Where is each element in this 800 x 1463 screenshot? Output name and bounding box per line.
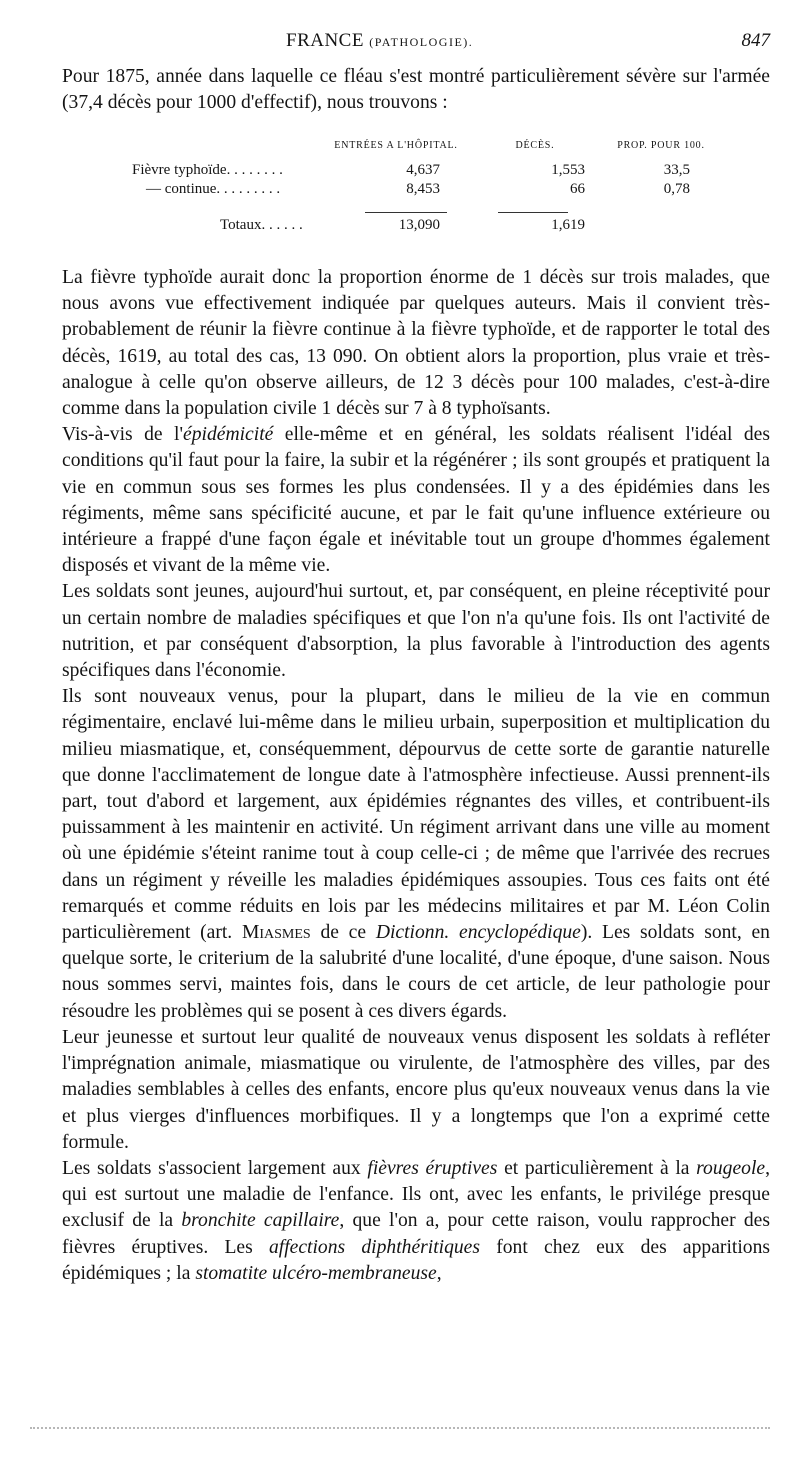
body-paragraph — [62, 1025, 770, 1156]
italic-text: Dictionn. encyclopédique — [375, 922, 581, 944]
body-paragraph — [62, 1156, 770, 1287]
running-header — [62, 30, 770, 56]
body-paragraph — [62, 579, 770, 684]
paragraph-text: de ce — [310, 922, 376, 944]
table-total-entries: 13,090 — [398, 217, 440, 233]
paragraph-text: elle-même et en général, les soldats réalisent l'idéal des conditions qu'il faut pour la faire, la subir et la régénérer ; ils sont groupés et pratiquent la vie en commun sous ses formes les plus condensées. Il y a des épidémies dans les régiments, même sans spécificité aucune, et par le fait qu'une influence extérieure ou intérieure a frappé d'une façon égale et inévitable tout un groupe d'hommes également disposés et vivant de la même vie. — [62, 424, 770, 577]
footer-rule — [30, 1427, 770, 1433]
table-total-deaths: 1,619 — [551, 217, 585, 233]
table-total-label: Totaux. . . . . . — [220, 217, 303, 233]
table-header-deaths: DÉCÈS. — [515, 140, 555, 151]
sum-rule — [365, 212, 447, 213]
paragraph-text: Les soldats sont jeunes, aujourd'hui surtout, et, par conséquent, en pleine réceptivité pour un certain nombre de maladies spécifiques et que l'on n'a qu'une fois. Ils ont l'activité de nutrition, et par conséquent d'absorption, la plus favorable à l'introduction des agents spécifiques dans l'économie. — [62, 581, 770, 682]
paragraph-text: Leur jeunesse et surtout leur qualité de nouveaux venus disposent les soldats à refléter l'imprégnation animale, miasmatique ou virulente, de l'atmosphère des villes, par des maladies semblables à celles des enfants, encore plus qu'eux nouveaux venus dans la vie et plus vierges d'influences morbifiques. Il y a longtemps que l'on a exprimé cette formule. — [62, 1026, 770, 1153]
italic-text: épidémicité — [183, 424, 274, 446]
intro-paragraph — [62, 64, 770, 116]
paragraph-text: Vis-à-vis de l' — [62, 424, 184, 446]
table-header-entries: ENTRÉES A L'HÔPITAL. — [334, 140, 458, 151]
paragraph-text: et particulièrement à la — [497, 1157, 697, 1179]
paragraph-text: font chez eux des apparitions épidémiques ; la — [62, 1236, 770, 1284]
header-subtitle: (PATHOLOGIE). — [369, 35, 474, 49]
italic-text: bronchite capillaire — [181, 1210, 340, 1232]
paragraph-text: Les soldats s'associent largement aux — [62, 1157, 368, 1179]
body-paragraph — [62, 684, 770, 1025]
page-number: 847 — [741, 30, 770, 51]
table-cell-label: — continue. . . . . . . . . — [146, 181, 281, 197]
italic-text: stomatite ulcéro-membraneuse — [195, 1262, 437, 1284]
paragraph-text: , — [436, 1262, 442, 1284]
table-header-prop: PROP. POUR 100. — [617, 140, 705, 151]
paragraph-text: Ils sont nouveaux venus, pour la plupart, dans le milieu de la vie en commun régimentaire, enclavé lui-même dans le milieu urbain, superposition et multiplication du milieu miasmatique, et, conséquemment, dépourvus de cette sorte de garantie naturelle que donne l'acclimatement de longue date à l'atmosphère infectieuse. Aussi prennent-ils part, tout d'abord et largement, aux épidémies régnantes des villes, et contribuent-ils puissamment à les maintenir en activité. Un régiment arrivant dans une ville au moment où une épidémie s'éteint ranime tout à coup celle-ci ; de même que l'arrivée des recrues dans un régiment y réveille les maladies épidémiques assoupies. Tous ces faits ont été remarqués et comme réduits en lois par les médecins militaires et par M. Léon Colin particulièrement (art. — [62, 686, 770, 944]
table-row — [120, 162, 710, 181]
table-cell-prop: 0,78 — [663, 181, 690, 197]
paragraph-text: , qui est surtout une maladie de l'enfance. Ils ont, avec les enfants, le privilége presque exclusif de la — [62, 1157, 770, 1232]
table-cell-label: Fièvre typhoïde. . . . . . . . — [132, 162, 283, 178]
sum-rule — [498, 212, 568, 213]
table-cell-deaths: 1,553 — [551, 162, 585, 178]
paragraph-text: ). Les soldats sont, en quelque sorte, le criterium de la salubrité d'une localité, d'une époque, d'une saison. Nous nous sommes servi, maintes fois, dans le cours de cet article, de leur pathologie pour résoudre les problèmes qui se posent à ces divers égards. — [62, 922, 770, 1022]
main-text — [62, 265, 770, 1287]
paragraph-text: , que l'on a, pour cette raison, voulu rapprocher des fièvres éruptives. Les — [62, 1210, 770, 1258]
table-header-row — [120, 140, 710, 162]
table-cell-deaths: 66 — [570, 181, 585, 197]
paragraph-text: La fièvre typhoïde aurait donc la proportion énorme de 1 décès sur trois malades, que nous avons vue effectivement indiquée par quelques auteurs. Mais il convient très-probablement de réunir la fièvre continue à la fièvre typhoïde, et de rapporter le total des décès, 1619, au total des cas, 13 090. On obtient alors la proportion, plus vraie et très-analogue à celle qu'on observe ailleurs, de 12 3 décès pour 100 malades, c'est-à-dire comme dans la population civile 1 décès sur 7 à 8 typhoïsants. — [62, 267, 770, 420]
body-paragraph — [62, 265, 770, 422]
table-row — [120, 181, 710, 200]
italic-text: fièvres éruptives — [367, 1157, 498, 1179]
table-cell-entries: 8,453 — [406, 181, 440, 197]
statistics-table — [120, 140, 710, 236]
body-paragraph — [62, 422, 770, 579]
table-total-row — [120, 217, 710, 236]
paragraph-text: Miasmes — [241, 922, 311, 944]
header-title: FRANCE (PATHOLOGIE). — [286, 30, 474, 51]
intro-text: Pour 1875, année dans laquelle ce fléau s'est montré particulièrement sévère sur l'armée (37,4 décès pour 1000 d'effectif), nous trouvons : — [62, 66, 770, 114]
italic-text: rougeole — [696, 1157, 766, 1179]
table-cell-prop: 33,5 — [663, 162, 690, 178]
italic-text: affections diphthéritiques — [268, 1236, 481, 1258]
table-cell-entries: 4,637 — [406, 162, 440, 178]
